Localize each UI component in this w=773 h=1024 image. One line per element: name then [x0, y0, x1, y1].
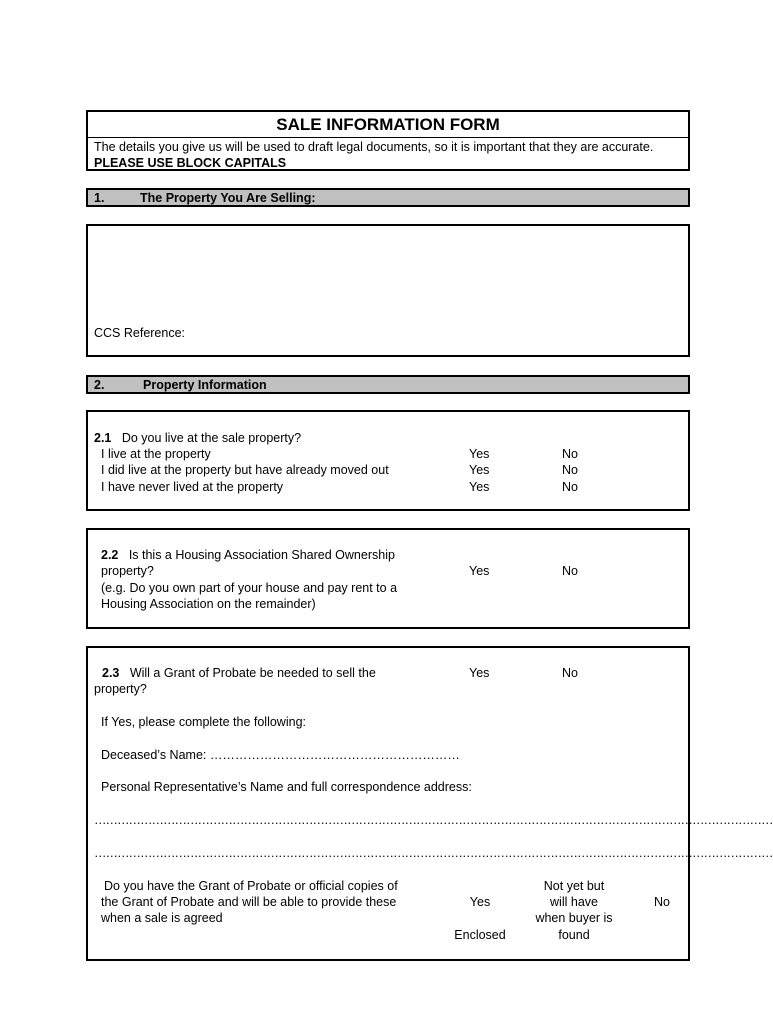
ccs-reference-label: CCS Reference: — [94, 326, 186, 340]
form-title: SALE INFORMATION FORM — [276, 115, 500, 134]
title-box — [86, 110, 690, 171]
question-2-2-line-2: property? — [101, 564, 154, 578]
q21-row-no-option[interactable]: No — [562, 480, 578, 494]
q23-no-option[interactable]: No — [562, 666, 578, 680]
question-2-2-line-4: Housing Association on the remainder) — [101, 597, 316, 611]
question-2-1-box — [86, 410, 690, 511]
section-2-header — [86, 375, 690, 394]
q21-row-yes-option[interactable]: Yes — [469, 480, 490, 494]
q21-row-label: I did live at the property but have already moved out — [101, 463, 389, 477]
q21-row-no-option[interactable]: No — [562, 463, 578, 477]
question-2-3-line-2: property? — [94, 682, 147, 696]
q21-row-label: I have never lived at the property — [101, 480, 284, 494]
property-box[interactable] — [86, 224, 690, 357]
q23-yes-option[interactable]: Yes — [469, 666, 490, 680]
q21-row-yes-option[interactable]: Yes — [469, 447, 490, 461]
question-2-3-box — [86, 646, 773, 961]
title-divider — [88, 137, 688, 138]
q21-row-label: I live at the property — [101, 447, 211, 461]
question-2-1-number: 2.1 — [94, 431, 112, 445]
section-1-title: The Property You Are Selling: — [140, 191, 316, 205]
grant-not-yet-option-line-4: found — [558, 928, 590, 942]
q22-no-option[interactable]: No — [562, 564, 578, 578]
section-2-number: 2. — [94, 378, 105, 392]
q21-row-yes-option[interactable]: Yes — [469, 463, 490, 477]
representative-address-line-1[interactable]: …………………………………………………………………………………………………………………………………………………………… — [94, 813, 773, 827]
q22-yes-option[interactable]: Yes — [469, 564, 490, 578]
question-2-2-text: Is this a Housing Association Shared Ownership — [128, 548, 395, 562]
grant-not-yet-option[interactable]: Not yet but — [543, 879, 605, 893]
representative-label: Personal Representative’s Name and full correspondence address: — [101, 780, 472, 794]
question-2-2-number: 2.2 — [101, 548, 119, 562]
grant-question-line-2: the Grant of Probate and will be able to provide these — [101, 895, 397, 909]
question-2-2-line-3: (e.g. Do you own part of your house and pay rent to a — [101, 581, 398, 595]
deceased-name-field[interactable]: Deceased’s Name: …………………………………………………… — [101, 748, 460, 762]
question-2-3-number: 2.3 — [102, 666, 120, 680]
grant-enclosed-label: Enclosed — [454, 928, 506, 942]
intro-text: The details you give us will be used to draft legal documents, so it is important that they are accurate. — [94, 140, 654, 154]
question-2-3-text: Will a Grant of Probate be needed to sell the — [129, 666, 376, 680]
block-capitals-instruction: PLEASE USE BLOCK CAPITALS — [94, 156, 287, 170]
question-2-2-box — [86, 528, 690, 629]
representative-address-line-2[interactable]: …………………………………………………………………………………………………………………………………………………………… — [94, 846, 773, 860]
grant-not-yet-option-line-2: will have — [550, 895, 598, 909]
grant-no-option[interactable]: No — [654, 895, 670, 909]
section-1-number: 1. — [94, 191, 105, 205]
if-yes-instruction: If Yes, please complete the following: — [101, 715, 306, 729]
grant-not-yet-option-line-3: when buyer is — [535, 911, 613, 925]
grant-question-line-3: when a sale is agreed — [101, 911, 223, 925]
question-2-2-line-1 — [101, 547, 395, 563]
section-1-header — [86, 188, 690, 207]
grant-question-line-1: Do you have the Grant of Probate or official copies of — [104, 879, 398, 893]
q21-row-no-option[interactable]: No — [562, 447, 578, 461]
question-2-1-text: Do you live at the sale property? — [121, 431, 302, 445]
grant-yes-option[interactable]: Yes — [469, 895, 491, 909]
section-2-title: Property Information — [143, 378, 267, 392]
question-2-1 — [94, 430, 301, 446]
question-2-3-line-1 — [102, 665, 376, 681]
